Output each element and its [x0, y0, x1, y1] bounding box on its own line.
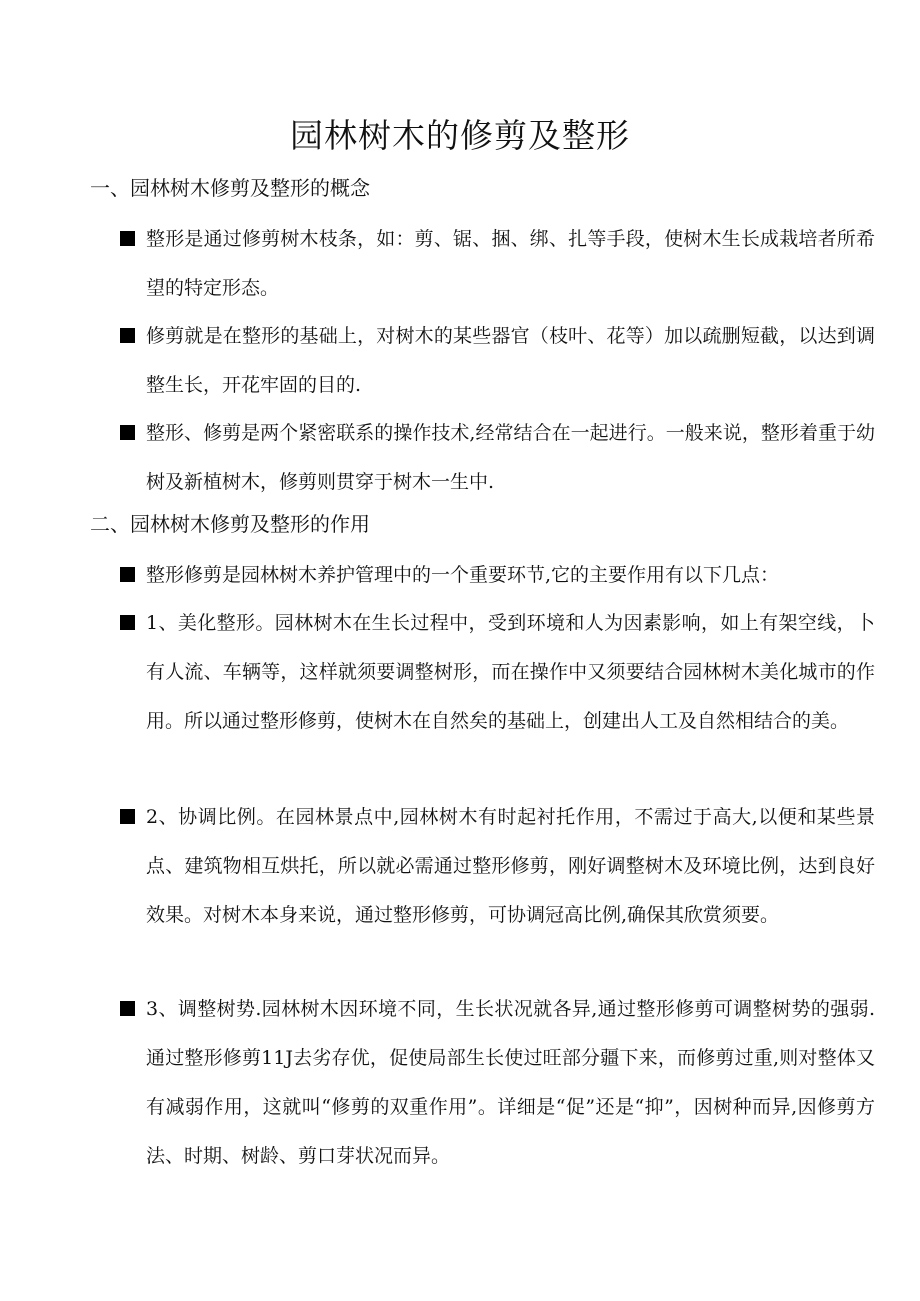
square-bullet-icon [120, 809, 135, 824]
bullet-text: 2、协调比例。在园林景点中,园林树木有时起衬托作用，不需过于高大,以便和某些景点、建筑物相互烘托，所以就必需通过整形修剪，刚好调整树木及环境比例，达到良好效果。对树木本身来说，通过整形修剪，可协调冠高比例,确保其欣赏须要。 [146, 806, 875, 926]
square-bullet-icon [120, 328, 135, 343]
bullet-text: 整形是通过修剪树木枝条，如：剪、锯、捆、绑、扎等手段，使树木生长成栽培者所希望的特定形态。 [146, 228, 875, 299]
bullet-text: 1、美化整形。园林树木在生长过程中，受到环境和人为因素影响，如上有架空线，卜有人流、车辆等，这样就须要调整树形，而在操作中又须要结合园林树木美化城市的作用。所以通过整形修剪，使树木在自然矣的基础上，创建出人工及自然相结合的美。 [146, 612, 875, 732]
square-bullet-icon [120, 231, 135, 246]
bullet-item [120, 985, 875, 1181]
bullet-item [120, 312, 875, 410]
section-heading-concept: 一、园林树木修剪及整形的概念 [90, 176, 370, 200]
square-bullet-icon [120, 425, 135, 440]
bullet-item [120, 409, 875, 507]
section-heading-function: 二、园林树木修剪及整形的作用 [90, 512, 370, 536]
bullet-item [120, 599, 875, 746]
bullet-text: 修剪就是在整形的基础上，对树木的某些器官（枝叶、花等）加以疏删短截，以达到调整生长，开花牢固的目的. [146, 325, 875, 396]
bullet-item [120, 551, 875, 600]
bullet-text: 整形修剪是园林树木养护管理中的一个重要环节,它的主要作用有以下几点： [146, 564, 780, 586]
document-title: 园林树木的修剪及整形 [290, 116, 630, 155]
square-bullet-icon [120, 1001, 135, 1016]
bullet-item [120, 215, 875, 313]
square-bullet-icon [120, 567, 135, 582]
bullet-text: 3、调整树势.园林树木因环境不同，生长状况就各异,通过整形修剪可调整树势的强弱.通过整形修剪11J去劣存优，促使局部生长使过旺部分疆下来，而修剪过重,则对整体又有减弱作用，这就叫“修剪的双重作用”。详细是“促”还是“抑”，因树种而异,因修剪方法、时期、树龄、剪口芽状况而异。 [146, 998, 875, 1167]
bullet-item [120, 793, 875, 940]
square-bullet-icon [120, 615, 135, 630]
bullet-text: 整形、修剪是两个紧密联系的操作技术,经常结合在一起进行。一般来说，整形着重于幼树及新植树木，修剪则贯穿于树木一生中. [146, 422, 875, 493]
